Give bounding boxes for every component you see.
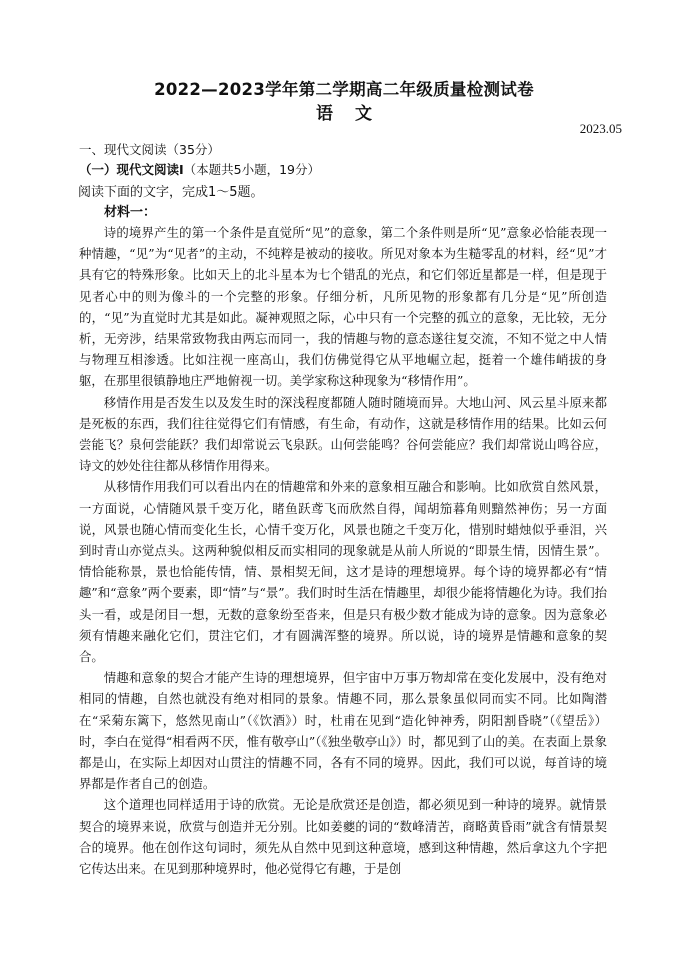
subject-title: 语文 — [316, 104, 394, 124]
paragraph: 情趣和意象的契合才能产生诗的理想境界，但宇宙中万事万物却常在变化发展中，没有绝对相同的情趣，自然也就没有绝对相同的景象。情趣不同，那么景象虽似同而实不同。比如陶潜在“采菊东篱下，悠然见南山”（《饮酒》）时，杜甫在见到“造化钟神秀，阴阳割昏晓”（《望岳》）时，李白在觉得“相看两不厌，惟有敬亭山”（《独坐敬亭山》）时，都见到了山的美。在表面上景象都是山，在实际上却因对山贯注的情趣不同，各有不同的境界。因此，我们可以说，每首诗的境界都是作者自己的创造。 — [79, 670, 607, 792]
paragraph: 从移情作用我们可以看出内在的情趣常和外来的意象相互融合和影响。比如欣赏自然风景，一方面说，心情随风景千变万化，睹鱼跃鸢飞而欣然自得，闻胡笳暮角则黯然神伤；另一方面说，风景也随心情而变化生长，心情千变万化，风景也随之千变万化，惜别时蜡烛似乎垂泪，兴到时青山亦觉点头。这两种貌似相反而实相同的现象就是从前人所说的“即景生情，因情生景”。情恰能称景，景也恰能传情，情、景相契无间，这才是诗的理想境界。每个诗的境界都必有“情趣”和“意象”两个要素，即“情”与“景”。我们时时生活在情趣里，却很少能将情趣化为诗。我们抬头一看，或是闭目一想，无数的意象纷至沓来，但是只有极少数才能成为诗的意象。因为意象必须有情趣来融化它们，贯注它们，才有圆满浑整的境界。所以说，诗的境界是情趣和意象的契合。 — [79, 479, 607, 665]
part-title: 一、现代文阅读（35分） — [79, 142, 220, 157]
paragraph: 移情作用是否发生以及发生时的深浅程度都随人随时随境而异。大地山河、风云星斗原来都是死板的东西，我们往往觉得它们有情感，有生命，有动作，这就是移情作用的结果。比如云何尝能飞？泉何尝能跃？我们却常说云飞泉跃。山何尝能鸣？谷何尝能应？我们却常说山鸣谷应，诗文的妙处往往都从移情作用得来。 — [79, 394, 607, 474]
sub-section-title — [79, 160, 320, 178]
exam-title: 2022—2023学年第二学期高二年级质量检测试卷 — [154, 80, 534, 99]
sub-section-title-rest: （本题共5小题，19分） — [183, 162, 321, 177]
paragraph: 诗的境界产生的第一个条件是直觉所“见”的意象，第二个条件则是所“见”意象必恰能表现一种情趣，“见”为“见者”的主动，不纯粹是被动的接收。所见对象本为生糙零乱的材料，经“见”才具有它的特殊形象。比如天上的北斗星本为七个错乱的光点，和它们邻近星都是一样，但是现于见者心中的则为像斗的一个完整的形象。仔细分析，凡所见物的形象都有几分是“见”所创造的，“见”为直觉时尤其是如此。凝神观照之际，心中只有一个完整的孤立的意象，无比较，无分析，无旁涉，结果常致物我由两忘而同一，我的情趣与物的意态遂往复交流，不知不觉之中人情与物理互相渗透。比如注视一座高山，我们仿佛觉得它从平地崛立起，挺着一个雄伟峭拔的身躯，在那里很镇静地庄严地俯视一切。美学家称这种现象为“移情作用”。 — [79, 225, 607, 389]
paragraph: 这个道理也同样适用于诗的欣赏。无论是欣赏还是创造，都必须见到一种诗的境界。就情景契合的境界来说，欣赏与创造并无分别。比如姜夔的词的“数峰清苦，商略黄昏雨”就含有情景契合的境界。他在创作这句词时，须先从自然中见到这种意境，感到这种情趣，然后拿这九个字把它传达出来。在见到那种境界时，他必觉得它有趣，于是创 — [79, 797, 607, 877]
material-heading: 材料一： — [104, 205, 157, 220]
reading-instruction: 阅读下面的文字，完成1～5题。 — [78, 185, 264, 200]
sub-section-title-bold: （一）现代文阅读Ⅰ — [79, 162, 184, 177]
exam-date: 2023.05 — [579, 121, 622, 136]
article-body — [79, 222, 607, 879]
